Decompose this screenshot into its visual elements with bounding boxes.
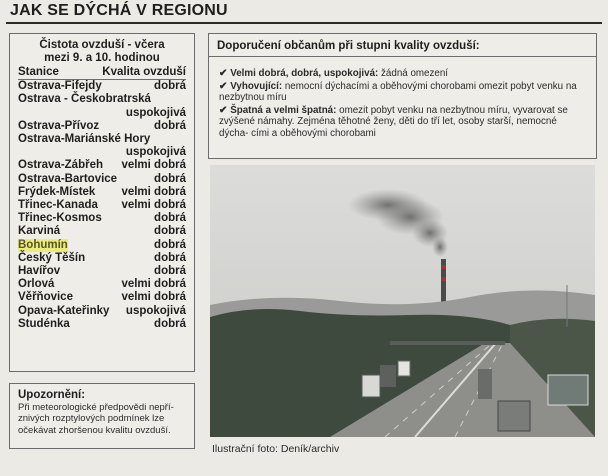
headline-rule [6,22,602,24]
quality-value: dobrá [154,265,186,278]
col-station-header: Stanice [18,66,59,78]
table-row [18,225,186,238]
station-name: Ostrava-Mariánské Hory [18,133,151,146]
quality-value: dobrá [154,238,186,251]
recommendation-level: Velmi dobrá, dobrá, uspokojivá: [230,68,379,79]
check-icon: ✔ [219,68,228,79]
station-name: Ostrava-Přívoz [18,119,100,132]
table-row [18,305,186,318]
caption-line-2: mezi 9. a 10. hodinou [44,52,160,64]
photo-credit: Ilustrační foto: Deník/archiv [212,443,340,455]
station-name: Třinec-Kanada [18,199,98,212]
station-table [18,66,186,331]
recommendation-item [209,80,596,104]
recommendation-level: Špatná a velmi špatná: [230,104,337,116]
quality-value: velmi dobrá [121,291,186,304]
quality-value: velmi dobrá [121,159,186,172]
recommendation-text: nemocní dýchacími a oběhovými chorobami omezit pobyt venku na nezbytnou míru [219,80,577,104]
station-name: Věřňovice [18,291,73,304]
recommendation-level: Vyhovující: [230,80,283,92]
table-row [18,199,186,212]
recommendation-text: žádná omezení [381,68,449,79]
quality-value: velmi dobrá [121,199,186,212]
station-name: Karviná [18,225,61,238]
check-icon: ✔ [219,80,228,92]
road-sign [548,375,588,405]
quality-value: uspokojivá [125,304,186,317]
quality-value: dobrá [154,80,186,93]
station-name: Frýdek-Místek [18,185,96,198]
recommendations-title: Doporučení občanům při stupni kvality ovzduší: [217,40,480,52]
smokestack-highway-photo [210,165,595,437]
table-row [18,93,186,119]
quality-value: dobrá [154,251,186,264]
station-name: Orlová [18,278,55,291]
recommendation-item [209,104,596,140]
recommendation-item [209,67,596,80]
quality-value: velmi dobrá [121,278,186,291]
recommendations-list [209,57,596,140]
quality-value: dobrá [154,172,186,185]
table-row-highlighted [18,239,186,252]
warning-title: Upozornění: [18,389,86,401]
check-icon: ✔ [219,104,228,116]
air-quality-box [9,33,195,372]
table-row [18,212,186,225]
quality-value: dobrá [154,225,186,238]
table-row [18,252,186,265]
recommendations-box [208,33,597,159]
quality-value: uspokojivá [125,106,186,119]
quality-value: dobrá [154,119,186,132]
table-row [18,265,186,278]
table-row [18,133,186,159]
quality-value: dobrá [154,212,186,225]
table-row [18,278,186,291]
table-row [18,80,186,93]
station-name: Studénka [18,317,70,330]
station-name: Ostrava-Zábřeh [18,159,104,172]
table-row [18,173,186,186]
table-row [18,186,186,199]
table-row [18,120,186,133]
table-caption [10,34,194,65]
col-quality-header: Kvalita ovzduší [102,66,186,78]
station-name: Ostrava-Fifejdy [18,80,102,93]
quality-value: dobrá [154,317,186,330]
recommendation-text: omezit pobyt venku na nezbytnou míru, vyvarovat se zvýšené námahy. Zejména těhotné ženy, děti do tří let, osoby starší, nemocné dýcha- cími a oběhovými chorobami [219,104,568,139]
station-name: Opava-Kateřinky [18,304,110,317]
station-name: Třinec-Kosmos [18,212,102,225]
quality-value: velmi dobrá [121,185,186,198]
station-name: Ostrava-Bartovice [18,172,118,185]
quality-value: uspokojivá [125,146,186,159]
station-name: Bohumín [18,238,68,251]
station-name: Český Těšín [18,251,86,264]
station-name: Ostrava - Českobratrská [18,93,151,106]
table-row [18,291,186,304]
overpass-bridge [390,341,505,345]
station-name: Havířov [18,265,61,278]
table-row [18,159,186,172]
table-header [18,66,186,80]
headline: JAK SE DÝCHÁ V REGIONU [10,2,228,19]
caption-line-1: Čistota ovzduší - včera [39,39,165,51]
warning-text: Při meteorologické předpovědi nepří- znivých rozptylových podmínek lze očekávat zhoršenou kvalitu ovzduší. [18,402,174,436]
warning-note-box [9,383,195,449]
table-row [18,318,186,331]
